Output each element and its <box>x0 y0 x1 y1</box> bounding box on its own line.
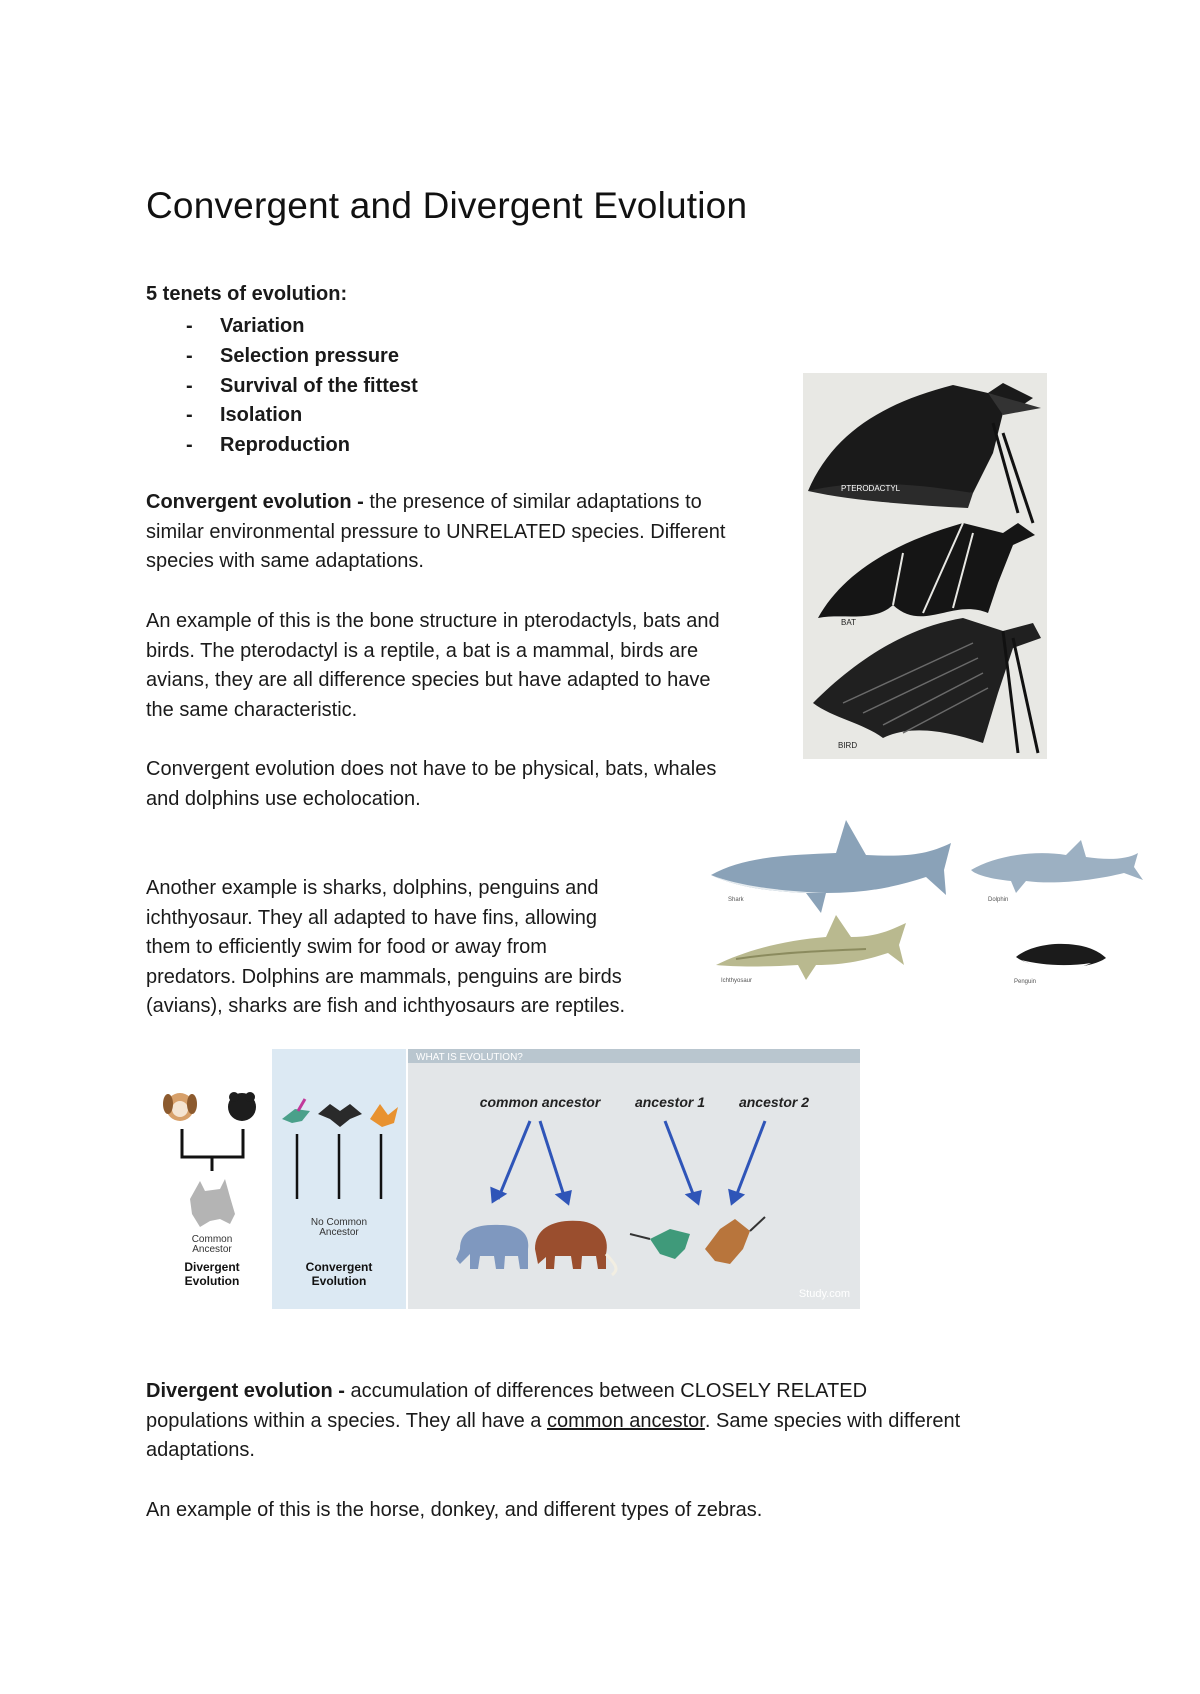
text-line <box>146 1407 960 1437</box>
ancestor-1-label: ancestor 1 <box>634 1094 706 1110</box>
list-dash: - <box>186 434 193 457</box>
text-line: adaptations. <box>146 1439 255 1462</box>
shark-drawing <box>711 820 951 913</box>
text-line: similar environmental pressure to UNRELATED species. Different <box>146 520 726 543</box>
tenet-item <box>146 372 418 402</box>
fin-label: Dolphin <box>988 897 1009 903</box>
fin-label: Penguin <box>1014 979 1037 985</box>
text-line: predators. Dolphins are mammals, penguins are birds <box>146 965 622 988</box>
caption: Evolution <box>311 1274 367 1288</box>
tenet-label: Isolation <box>220 404 303 427</box>
divergent-panel <box>163 1092 256 1288</box>
caption: Convergent <box>305 1260 373 1274</box>
convergent-definition <box>146 488 725 577</box>
tenets-list <box>146 312 418 461</box>
common-ancestor-underlined: common ancestor <box>547 1409 705 1432</box>
tenets-heading: 5 tenets of evolution: <box>146 283 348 305</box>
tenet-item <box>146 401 418 431</box>
fin-label: Shark <box>728 897 744 903</box>
text-line: Convergent evolution does not have to be physical, bats, whales <box>146 758 717 780</box>
tenet-label: Selection pressure <box>220 344 399 367</box>
example-wings-paragraph <box>146 607 720 725</box>
text-line: birds. The pterodactyl is a reptile, a bat is a mammal, birds are <box>146 639 699 662</box>
penguin-drawing <box>1016 944 1106 969</box>
common-ancestor-label: common ancestor <box>479 1094 601 1110</box>
list-dash: - <box>186 315 193 337</box>
text-line <box>146 1377 960 1407</box>
example-horses-paragraph <box>146 1496 762 1526</box>
text-line: species with same adaptations. <box>146 550 424 573</box>
dolphin-drawing <box>971 840 1143 893</box>
text-span: populations within a species. They all have a <box>146 1409 547 1432</box>
caption: Evolution <box>184 1274 240 1288</box>
ancestor-2-label: ancestor 2 <box>738 1094 810 1110</box>
text-span: accumulation of differences between CLOSELY RELATED <box>350 1380 868 1402</box>
text-line: and dolphins use echolocation. <box>146 787 421 810</box>
wing-label: BAT <box>841 618 856 627</box>
dog-icon <box>163 1093 197 1121</box>
caption-small: Common <box>191 1234 233 1245</box>
convergent-panel <box>272 1049 406 1309</box>
tenet-item <box>146 342 418 372</box>
caption-small: Ancestor <box>319 1227 359 1238</box>
caption-small: Ancestor <box>192 1244 232 1255</box>
text-line: the same characteristic. <box>146 698 358 721</box>
term-divergent: Divergent evolution - <box>146 1380 351 1402</box>
wing-label: BIRD <box>838 741 858 750</box>
text-line: An example of this is the horse, donkey, and different types of zebras. <box>146 1499 763 1521</box>
black-dog-icon <box>228 1092 256 1121</box>
list-dash: - <box>186 374 193 397</box>
divergent-definition <box>146 1377 960 1466</box>
list-dash: - <box>186 404 193 427</box>
wing-label: PTERODACTYL <box>841 484 901 493</box>
tenet-label: Variation <box>220 315 305 337</box>
wolf-icon <box>190 1179 235 1227</box>
text-line: them to efficiently swim for food or away from <box>146 936 547 959</box>
fins-comparison-image <box>706 815 1146 1000</box>
evolution-comparison-image <box>160 1049 860 1309</box>
tenet-item <box>146 312 418 342</box>
banner-text: WHAT IS EVOLUTION? <box>416 1052 523 1063</box>
tree-lines <box>182 1129 243 1171</box>
wing-comparison-image <box>803 373 1047 759</box>
echolocation-paragraph <box>146 755 716 814</box>
fin-label: Ichthyosaur <box>721 978 753 984</box>
example-fins-paragraph <box>146 874 625 1022</box>
tenet-label: Reproduction <box>220 434 350 457</box>
text-line: (avians), sharks are fish and ichthyosaurs are reptiles. <box>146 995 626 1018</box>
caption: Divergent <box>184 1260 240 1274</box>
text-line: ichthyosaur. They all adapted to have fins, allowing <box>146 906 598 929</box>
ancestor-panel <box>406 1049 860 1309</box>
text-span: . Same species with different <box>704 1409 961 1432</box>
text-span: the presence of similar adaptations to <box>369 491 702 513</box>
page-title: Convergent and Divergent Evolution <box>146 185 748 226</box>
text-line: An example of this is the bone structure in pterodactyls, bats and <box>146 610 720 632</box>
tenet-label: Survival of the fittest <box>220 374 418 397</box>
text-line: Another example is sharks, dolphins, penguins and <box>146 877 599 899</box>
text-line: avians, they are all difference species but have adapted to have <box>146 669 711 692</box>
list-dash: - <box>186 344 193 367</box>
tenet-item <box>146 431 418 461</box>
term-convergent: Convergent evolution - <box>146 491 370 513</box>
text-line <box>146 488 725 518</box>
caption-small: No Common <box>310 1217 368 1228</box>
ichthyosaur-drawing <box>716 915 906 980</box>
watermark: Study.com <box>798 1288 850 1300</box>
